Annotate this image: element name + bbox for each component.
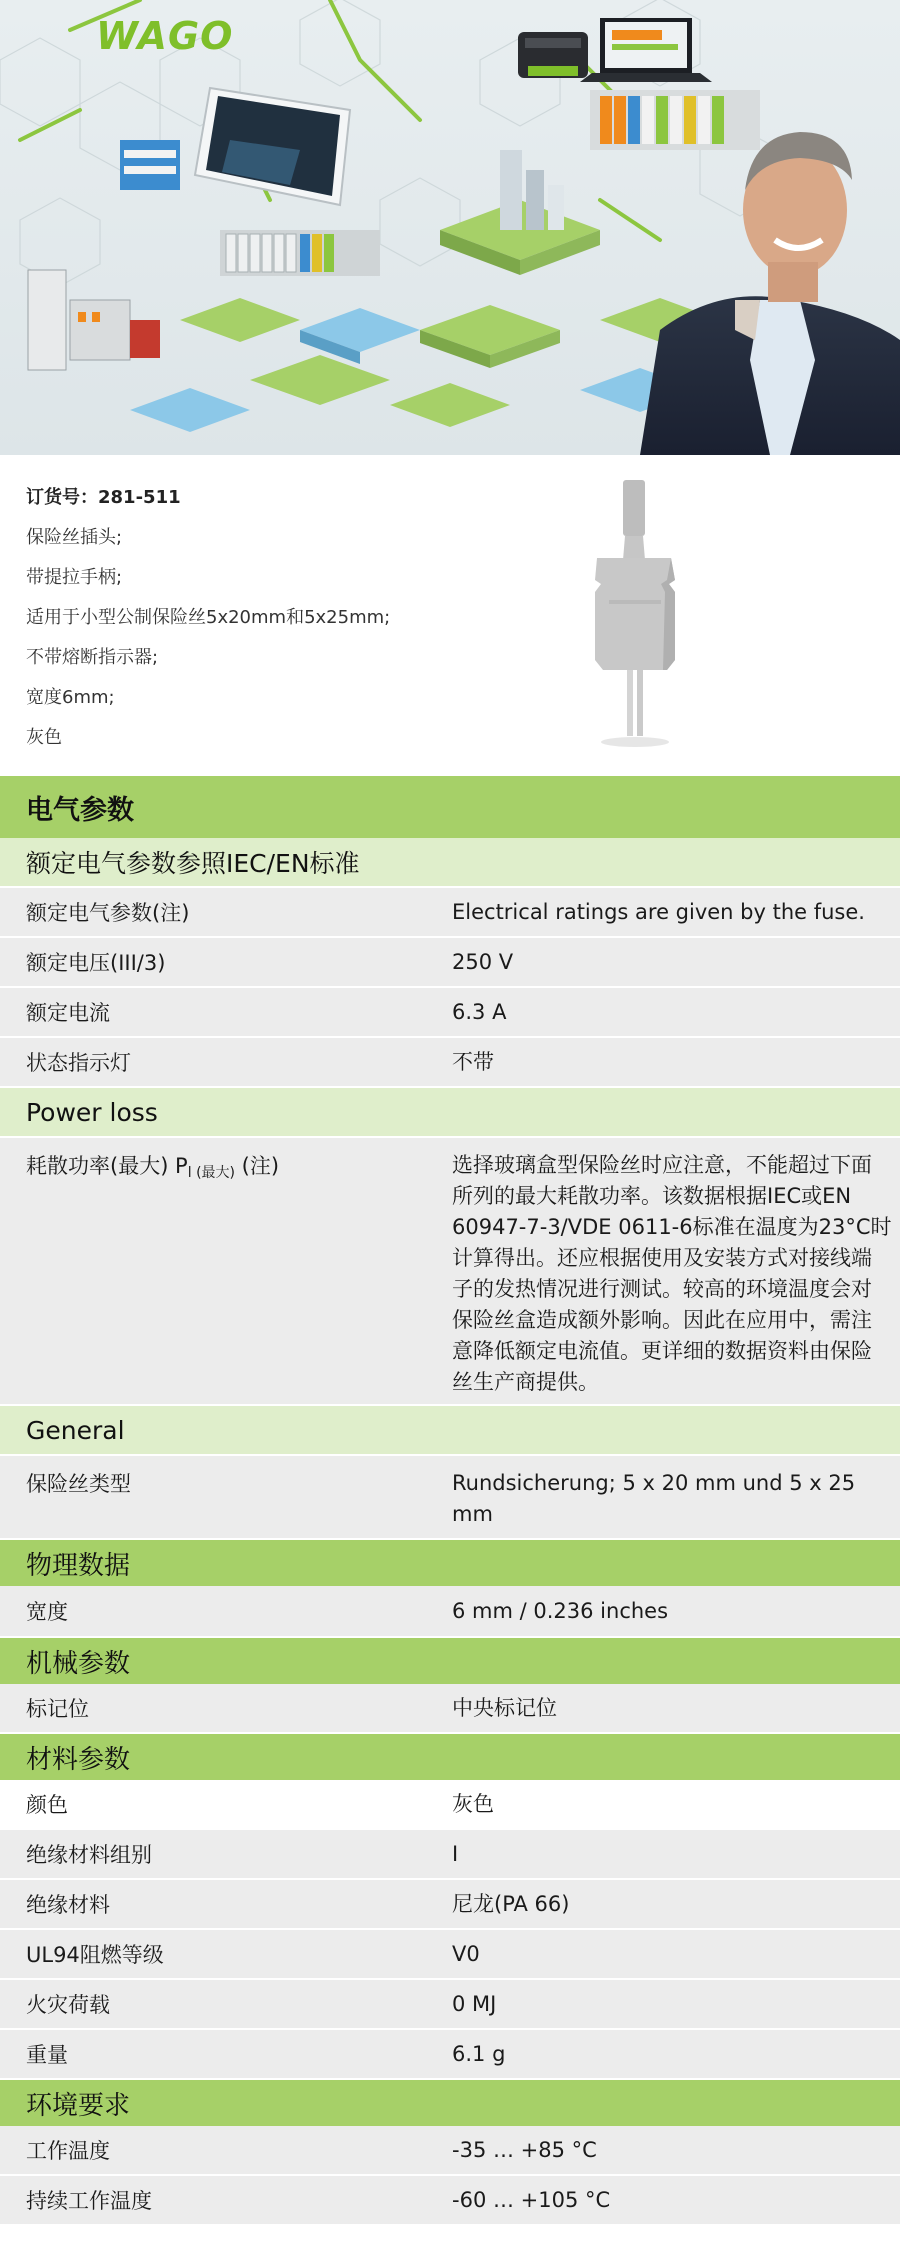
- table-row: [0, 1586, 900, 1638]
- row-key: 持续工作温度: [26, 2189, 152, 2213]
- table-row: [0, 1684, 900, 1734]
- row-value: V0: [452, 1941, 480, 1966]
- row-value: -60 … +105 °C: [452, 2187, 611, 2212]
- product-feature: 保险丝插头;: [26, 527, 123, 548]
- row-key: 火灾荷载: [26, 1993, 110, 2017]
- row-key: 保险丝类型: [26, 1472, 131, 1496]
- section-power-loss: Power loss: [0, 1088, 900, 1138]
- table-row: [0, 1038, 900, 1088]
- row-key: UL94阻燃等级: [26, 1943, 164, 1967]
- table-row: [0, 1980, 900, 2030]
- row-value: 尼龙(PA 66): [452, 1891, 570, 1916]
- row-key: 颜色: [26, 1793, 68, 1817]
- table-row: [0, 988, 900, 1038]
- product-feature: 不带熔断指示器;: [26, 647, 159, 668]
- table-row: [0, 938, 900, 988]
- table-row: [0, 1830, 900, 1880]
- row-value: 250 V: [452, 949, 514, 974]
- power-key-tail: (注): [235, 1154, 280, 1178]
- table-row: [0, 1780, 900, 1830]
- product-feature: 灰色: [26, 727, 62, 748]
- section-physical: 物理数据: [0, 1540, 900, 1586]
- row-value: 6.3 A: [452, 999, 507, 1024]
- product-feature: 宽度6mm;: [26, 687, 115, 708]
- table-row: [0, 1930, 900, 1980]
- section-material: 材料参数: [0, 1734, 900, 1780]
- table-row: [0, 1880, 900, 1930]
- hero-banner: [0, 0, 900, 455]
- row-key: 额定电气参数(注): [26, 901, 190, 925]
- row-value: 6 mm / 0.236 inches: [452, 1598, 669, 1623]
- power-key-main: 耗散功率(最大) P: [26, 1154, 188, 1178]
- row-key: 额定电流: [26, 1001, 110, 1025]
- row-key: 额定电压(III/3): [26, 951, 166, 975]
- row-key: 标记位: [26, 1697, 89, 1721]
- table-row: [0, 2126, 900, 2176]
- subsection-rating: 额定电气参数参照IEC/EN标准: [0, 838, 900, 888]
- row-key: 绝缘材料组别: [26, 1843, 152, 1867]
- hero-illustration: [0, 0, 900, 455]
- table-row: [0, 888, 900, 938]
- row-key: [0, 1150, 452, 1182]
- row-value: 选择玻璃盒型保险丝时应注意，不能超过下面所列的最大耗散功率。该数据根据IEC或EN 60947-7-3/VDE 0611-6标准在温度为23°C时计算得出。还应根据使用及安装方式对接线端子的发热情况进行测试。较高的环境温度会对保险丝盒造成额外影响。因此在应用中，需注意降低额定电流值。更详细的数据资料由保险丝生产商提供。: [452, 1153, 892, 1394]
- row-value: 中央标记位: [452, 1695, 557, 1720]
- row-value: 0 MJ: [452, 1991, 497, 2016]
- product-feature: 适用于小型公制保险丝5x20mm和5x25mm;: [26, 607, 391, 628]
- table-row: [0, 2176, 900, 2226]
- row-key: 工作温度: [26, 2139, 110, 2163]
- row-value: 不带: [452, 1049, 494, 1074]
- section-environment: 环境要求: [0, 2080, 900, 2126]
- table-row: [0, 2030, 900, 2080]
- section-mechanical: 机械参数: [0, 1638, 900, 1684]
- row-value: I: [452, 1841, 459, 1866]
- row-value: -35 … +85 °C: [452, 2137, 597, 2162]
- section-electrical: 电气参数: [0, 776, 900, 838]
- row-value: Electrical ratings are given by the fuse.: [452, 899, 865, 924]
- fuse-plug-image: [575, 480, 695, 750]
- section-general: General: [0, 1406, 900, 1456]
- table-row: [0, 1138, 900, 1406]
- row-key: 绝缘材料: [26, 1893, 110, 1917]
- power-key-sub: l (最大): [187, 1165, 235, 1181]
- product-feature: 带提拉手柄;: [26, 567, 123, 588]
- row-key: 宽度: [26, 1600, 68, 1624]
- row-key: 状态指示灯: [26, 1051, 131, 1075]
- spec-table: [0, 776, 900, 2226]
- row-key: 重量: [26, 2043, 68, 2067]
- row-value: 灰色: [452, 1791, 494, 1816]
- wago-logo: WAGO: [96, 14, 234, 58]
- product-info: [26, 478, 506, 758]
- table-row: [0, 1456, 900, 1540]
- order-number: 订货号：281-511: [26, 487, 181, 508]
- row-value: 6.1 g: [452, 2041, 506, 2066]
- row-value: Rundsicherung; 5 x 20 mm und 5 x 25 mm: [452, 1471, 856, 1526]
